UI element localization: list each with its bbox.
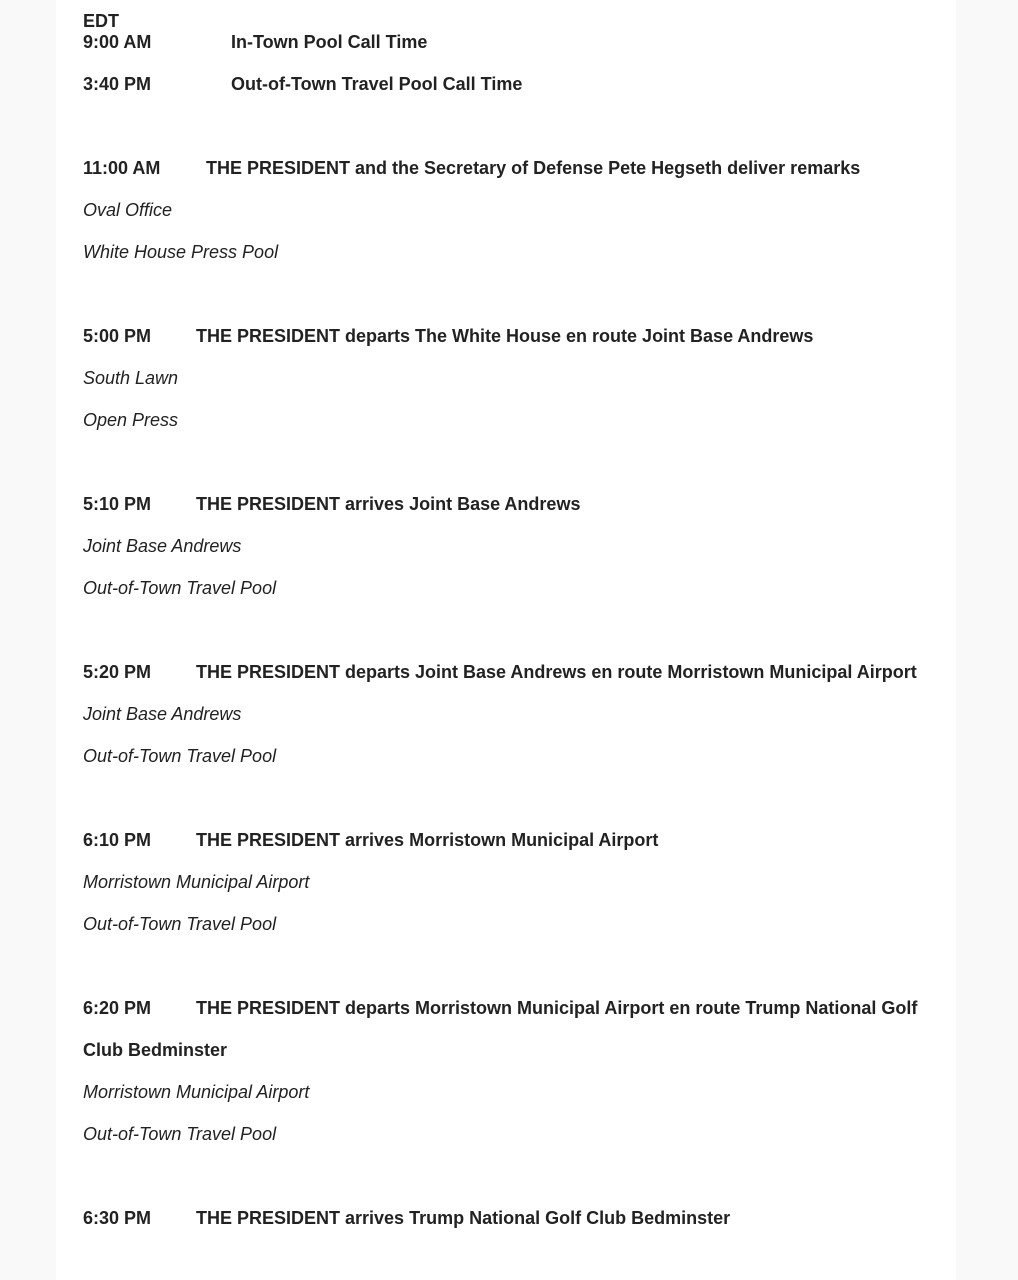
call-time-label: Out-of-Town Travel Pool Call Time: [231, 74, 523, 94]
event-location: Joint Base Andrews: [83, 704, 242, 724]
call-time-row: [83, 63, 943, 105]
event-row: [83, 1197, 943, 1239]
event-description: THE PRESIDENT arrives Joint Base Andrews: [196, 494, 581, 514]
document-page: [56, 0, 956, 1280]
event-location: Morristown Municipal Airport: [83, 1082, 310, 1102]
event-location: South Lawn: [83, 368, 179, 388]
event-time: 5:20 PM: [83, 662, 152, 682]
event-description-continued: Club Bedminster: [83, 1040, 228, 1060]
call-time: 3:40 PM: [83, 74, 152, 94]
event-row: [83, 987, 943, 1029]
event-row: [83, 819, 943, 861]
call-time-label: In-Town Pool Call Time: [231, 32, 428, 52]
event-description: THE PRESIDENT departs Morristown Municipal Airport en route Trump National Golf: [196, 998, 918, 1018]
event-coverage: Out-of-Town Travel Pool: [83, 1124, 277, 1144]
event-location: Oval Office: [83, 200, 173, 220]
event-coverage: Out-of-Town Travel Pool: [83, 578, 277, 598]
event-description: THE PRESIDENT departs The White House en route Joint Base Andrews: [196, 326, 814, 346]
event-coverage: Out-of-Town Travel Pool: [83, 746, 277, 766]
event-time: 5:10 PM: [83, 494, 152, 514]
event-description: THE PRESIDENT departs Joint Base Andrews en route Morristown Municipal Airport: [196, 662, 917, 682]
event-time: 5:00 PM: [83, 326, 152, 346]
event-location: Joint Base Andrews: [83, 536, 242, 556]
event-time: 6:30 PM: [83, 1208, 152, 1228]
event-description: THE PRESIDENT arrives Morristown Municipal Airport: [196, 830, 659, 850]
event-coverage: Out-of-Town Travel Pool: [83, 914, 277, 934]
event-row: [83, 315, 943, 357]
event-coverage: Open Press: [83, 410, 179, 430]
call-time-row: [83, 21, 943, 63]
event-coverage: White House Press Pool: [83, 242, 279, 262]
event-description: THE PRESIDENT and the Secretary of Defense Pete Hegseth deliver remarks: [206, 158, 861, 178]
event-description: THE PRESIDENT arrives Trump National Golf Club Bedminster: [196, 1208, 731, 1228]
event-time: 6:10 PM: [83, 830, 152, 850]
event-time: 11:00 AM: [83, 158, 161, 178]
event-row: [83, 483, 943, 525]
event-row: [83, 651, 943, 693]
event-row: [83, 147, 943, 189]
schedule-content: [83, 0, 943, 1239]
event-location: Morristown Municipal Airport: [83, 872, 310, 892]
call-time: 9:00 AM: [83, 32, 152, 52]
event-time: 6:20 PM: [83, 998, 152, 1018]
timezone-heading: EDT: [83, 11, 119, 31]
